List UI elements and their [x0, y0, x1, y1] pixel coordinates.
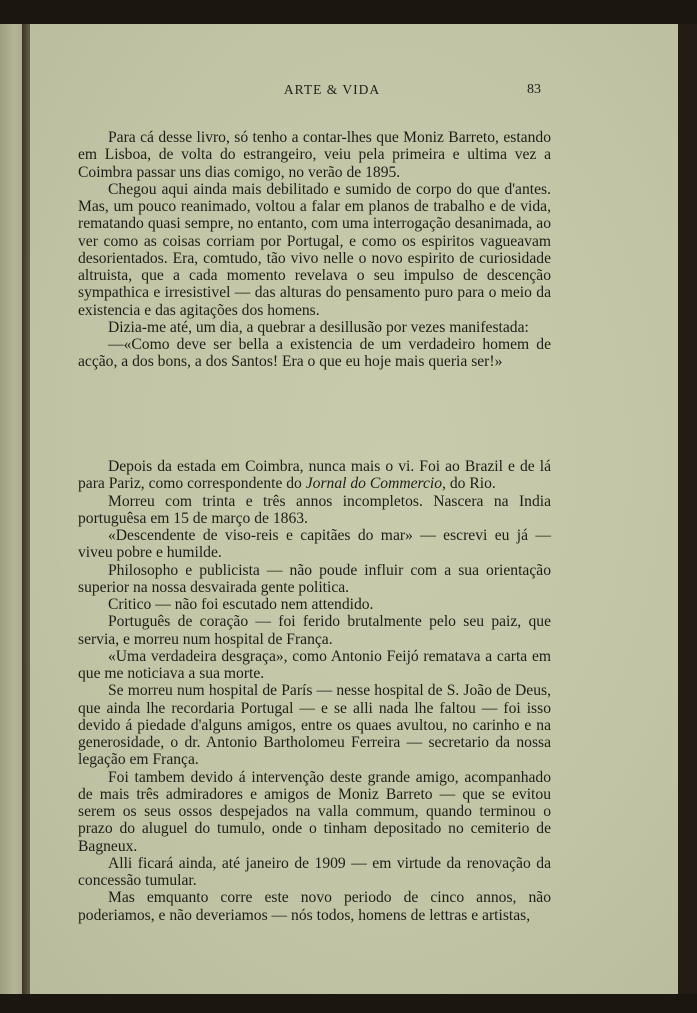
paragraph: «Uma verdadeira desgraça», como Antonio Feijó rematava a carta em que me noticiava a sua morte.: [78, 647, 551, 682]
paragraph: Se morreu num hospital de París — nesse hospital de S. João de Deus, que ainda lhe recordaria Portugal — e se alli nada lhe faltou — foi isso devido á piedade d'alguns amigos, entre os quaes avultou, no carinho e na generosidade, o dr. Antonio Bartholomeu Ferreira — secretario da nossa legação em França.: [78, 682, 551, 769]
book-page: [30, 24, 678, 994]
quoted-paragraph: —«Como deve ser bella a existencia de um verdadeiro homem de acção, a dos bons, a dos Santos! Era o que eu hoje mais queria ser!»: [78, 336, 551, 371]
paragraph: Critico — não foi escutado nem attendido.: [108, 596, 374, 613]
paragraph: Para cá desse livro, só tenho a contar-lhes que Moniz Barreto, estando em Lisboa, de volta do estrangeiro, veiu pela primeira e ultima vez a Coimbra passar uns dias comigo, no verão de 1895.: [78, 129, 551, 181]
paragraph: Morreu com trinta e três annos incompletos. Nascera na India portuguêsa em 15 de março de 1863.: [78, 492, 551, 527]
paragraph: [78, 458, 551, 493]
paragraph: Português de coração — foi ferido brutalmente pelo seu paiz, que servia, e morreu num hospital de França.: [78, 613, 551, 648]
text-section-1: [78, 129, 551, 371]
facing-page-edge: [0, 24, 24, 994]
paragraph: Dizia-me até, um dia, a quebrar a desillusão por vezes manifestada:: [108, 318, 529, 336]
page-number: 83: [527, 82, 541, 97]
paragraph: Philosopho e publicista — não poude influir com a sua orientação superior na nossa desvairada gente politica.: [78, 561, 551, 596]
paragraph: «Descendente de viso-reis e capitães do mar» — escrevi eu já — viveu pobre e humilde.: [78, 527, 551, 562]
paragraph-text: do Rio.: [445, 475, 496, 493]
text-section-2: [78, 458, 551, 924]
paragraph: Alli ficará ainda, até janeiro de 1909 — em virtude da renovação da concessão tumular.: [78, 854, 551, 889]
running-head: ARTE & VIDA: [283, 82, 381, 97]
paragraph: Chegou aqui ainda mais debilitado e sumido de corpo do que d'antes. Mas, um pouco reanimado, voltou a falar em planos de trabalho e de vida, rematando quasi sempre, no entanto, com uma interrogação desanimada, ao ver como as coisas corriam por Portugal, e como os espiritos vagueavam desorientados. Era, comtudo, tão vivo nelle o novo espirito de curiosidade altruista, que a cada momento revelava o seu impulso de descenção sympathica e irresistivel — das alturas do pensamento puro para o meio da existencia e das agitações dos homens.: [78, 180, 551, 319]
paragraph: Mas emquanto corre este novo periodo de cinco annos, não poderiamos, e não deveriamos — nós todos, homens de lettras e artistas,: [78, 889, 551, 924]
newspaper-title: Jornal do Commercio,: [305, 475, 446, 493]
scan-right-border: [678, 24, 697, 994]
page-header: [30, 82, 678, 102]
paragraph: Foi tambem devido á intervenção deste grande amigo, acompanhado de mais três admiradores e amigos de Moniz Barreto — que se evitou serem os seus ossos despejados na valla commum, quando terminou o prazo do aluguel do tumulo, onde o tinham depositado no cemiterio de Bagneux.: [78, 768, 551, 855]
paragraph-text: Depois da estada em Coimbra, nunca mais o vi. Foi ao Brazil e de lá para Pariz, como correspondente do: [78, 458, 551, 493]
